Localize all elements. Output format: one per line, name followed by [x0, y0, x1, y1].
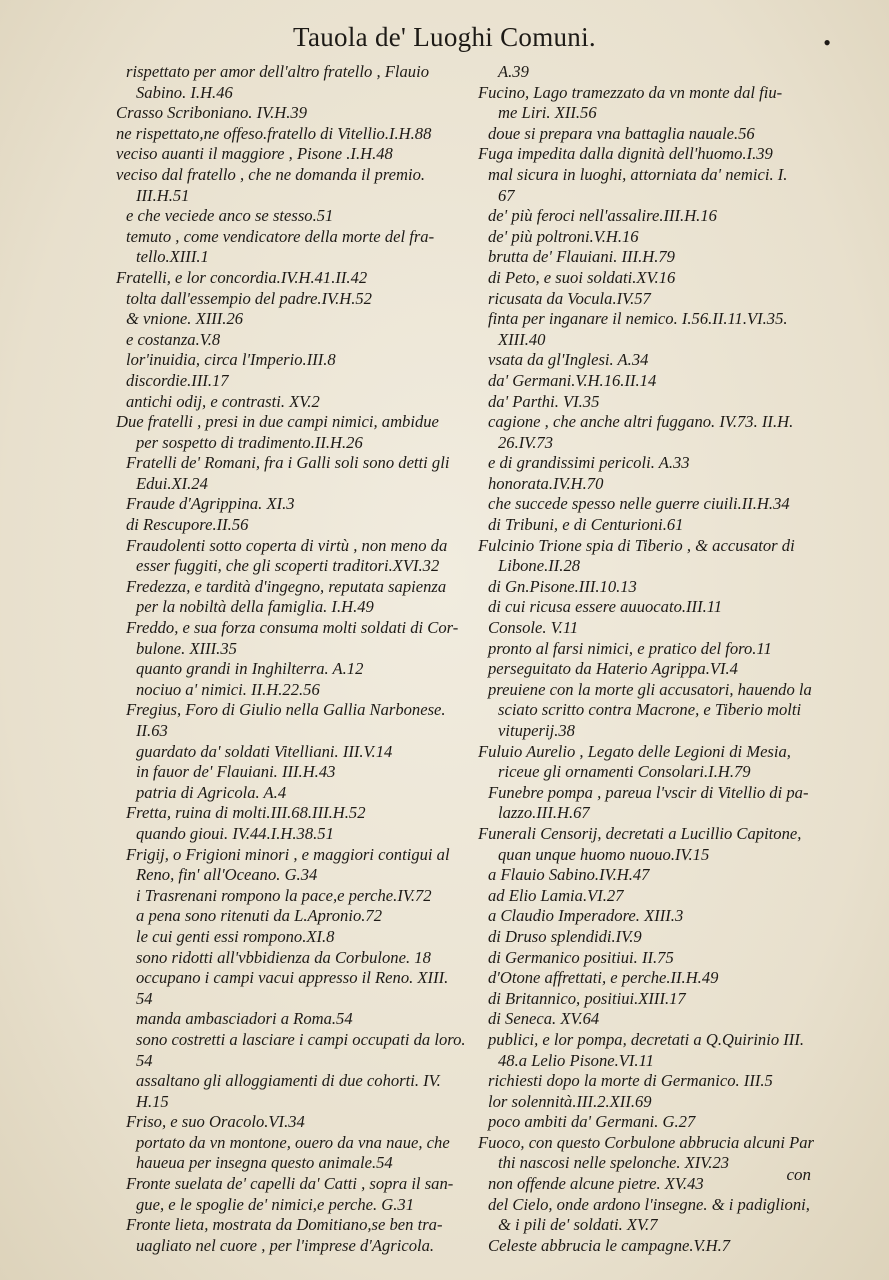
index-entry-line: perseguitato da Haterio Agrippa.VI.4	[488, 659, 738, 679]
index-entry-line: ne rispettato,ne offeso.fratello di Vitellio.I.H.88	[116, 123, 432, 143]
index-entry-line: manda ambasciadori a Roma.54	[136, 1009, 353, 1029]
index-entry-line: da' Parthi. VI.35	[488, 391, 600, 411]
index-entry-line: uagliato nel cuore , per l'imprese d'Agricola.	[136, 1235, 435, 1255]
index-entry-line: 67	[498, 185, 515, 205]
index-entry-line: Fronte lieta, mostrata da Domitiano,se ben tra-	[126, 1215, 443, 1235]
index-entry-line: riceue gli ornamenti Consolari.I.H.79	[498, 762, 751, 782]
index-entry-line: nociuo a' nimici. II.H.22.56	[136, 679, 320, 699]
index-entry-line: finta per inganare il nemico. I.56.II.11.VI.35.	[488, 309, 788, 329]
index-entry-line: Fuluio Aurelio , Legato delle Legioni di Mesia,	[478, 741, 791, 761]
index-entry-line: honorata.IV.H.70	[488, 473, 604, 493]
index-entry-line: a Flauio Sabino.IV.H.47	[488, 865, 650, 885]
index-entry-line: poco ambiti da' Germani. G.27	[488, 1112, 696, 1132]
index-entry-line: guardato da' soldati Vitelliani. III.V.14	[136, 741, 393, 761]
index-entry-line: 26.IV.73	[498, 432, 554, 452]
right-index-column	[478, 62, 840, 1256]
index-entry-line: per sospetto di tradimento.II.H.26	[136, 432, 363, 452]
index-entry-line: & vnione. XIII.26	[126, 309, 244, 329]
index-entry-line: di Peto, e suoi soldati.XV.16	[488, 267, 676, 287]
index-entry-line: sono costretti a lasciare i campi occupati da loro.	[136, 1029, 466, 1049]
index-entry-line: portato da vn montone, ouero da vna naue, che	[136, 1132, 450, 1152]
index-entry-line: i Trasrenani rompono la pace,e perche.IV.72	[136, 885, 432, 905]
index-entry-line: mal sicura in luoghi, attorniata da' nemici. I.	[488, 164, 788, 184]
index-entry-line: XIII.40	[498, 329, 546, 349]
index-entry-line: di Seneca. XV.64	[488, 1009, 600, 1029]
index-entry-line: Console. V.11	[488, 618, 579, 638]
index-entry-line: Freddo, e sua forza consuma molti soldati di Cor-	[126, 618, 459, 638]
index-entry-line: & i pili de' soldati. XV.7	[498, 1215, 658, 1235]
index-entry-line: Fratelli de' Romani, fra i Galli soli sono detti gli	[126, 453, 450, 473]
index-entry-line: gue, e le spoglie de' nimici,e perche. G.31	[136, 1194, 415, 1214]
index-entry-line: discordie.III.17	[126, 370, 229, 390]
index-entry-line: Frigij, o Frigioni minori , e maggiori contigui al	[126, 844, 450, 864]
index-entry-line: non offende alcune pietre. XV.43	[488, 1174, 704, 1194]
index-entry-line: e di grandissimi pericoli. A.33	[488, 453, 690, 473]
index-entry-line: e che veciede anco se stesso.51	[126, 206, 334, 226]
index-entry-line: Fuoco, con questo Corbulone abbrucia alcuni Par	[478, 1132, 814, 1152]
index-entry-line: assaltano gli alloggiamenti di due cohorti. IV.	[136, 1071, 441, 1091]
index-entry-line: Sabino. I.H.46	[136, 82, 233, 102]
index-entry-line: de' più poltroni.V.H.16	[488, 226, 639, 246]
index-entry-line: Crasso Scriboniano. IV.H.39	[116, 103, 307, 123]
index-entry-line: e costanza.V.8	[126, 329, 221, 349]
index-entry-line: lor solennità.III.2.XII.69	[488, 1091, 652, 1111]
index-entry-line: Fraudolenti sotto coperta di virtù , non meno da	[126, 535, 448, 555]
index-entry-line: vsata da gl'Inglesi. A.34	[488, 350, 649, 370]
index-entry-line: di Druso splendidi.IV.9	[488, 926, 642, 946]
index-entry-line: Funerali Censorij, decretati a Lucillio Capitone,	[478, 823, 802, 843]
index-entry-line: Libone.II.28	[498, 556, 581, 576]
index-entry-line: III.H.51	[136, 185, 190, 205]
index-entry-line: di cui ricusa essere auuocato.III.11	[488, 597, 723, 617]
index-entry-line: quando gioui. IV.44.I.H.38.51	[136, 823, 334, 843]
index-entry-line: a Claudio Imperadore. XIII.3	[488, 906, 684, 926]
index-entry-line: 54	[136, 988, 153, 1008]
index-entry-line: richiesti dopo la morte di Germanico. III.5	[488, 1071, 773, 1091]
index-entry-line: haueua per insegna questo animale.54	[136, 1153, 393, 1173]
index-entry-line: Fregius, Foro di Giulio nella Gallia Narbonese.	[126, 700, 446, 720]
index-entry-line: da' Germani.V.H.16.II.14	[488, 370, 657, 390]
index-entry-line: lazzo.III.H.67	[498, 803, 590, 823]
index-entry-line: quan unque huomo nuouo.IV.15	[498, 844, 710, 864]
index-entry-line: cagione , che anche altri fuggano. IV.73. II.H.	[488, 412, 794, 432]
index-entry-line: di Gn.Pisone.III.10.13	[488, 576, 637, 596]
index-entry-line: veciso auanti il maggiore , Pisone .I.H.48	[116, 144, 393, 164]
index-entry-line: veciso dal fratello , che ne domanda il premio.	[116, 164, 426, 184]
index-entry-line: patria di Agricola. A.4	[136, 782, 287, 802]
index-entry-line: publici, e lor pompa, decretati a Q.Quirinio III.	[488, 1029, 805, 1049]
index-entry-line: Fratelli, e lor concordia.IV.H.41.II.42	[116, 267, 368, 287]
index-entry-line: Edui.XI.24	[136, 473, 208, 493]
index-entry-line: di Britannico, positiui.XIII.17	[488, 988, 686, 1008]
index-entry-line: esser fuggiti, che gli scoperti traditori.XVI.32	[136, 556, 440, 576]
page-header-title: Tauola de' Luoghi Comuni.	[293, 22, 596, 52]
left-index-column	[116, 62, 476, 1256]
index-entry-line: che succede spesso nelle guerre ciuili.II.H.34	[488, 494, 790, 514]
index-entry-line: Fronte suelata de' capelli da' Catti , sopra il san-	[126, 1174, 454, 1194]
index-entry-line: Due fratelli , presi in due campi nimici, ambidue	[116, 412, 439, 432]
index-entry-line: vituperij.38	[498, 721, 575, 740]
index-entry-line: a pena sono ritenuti da L.Apronio.72	[136, 906, 382, 926]
index-entry-line: de' più feroci nell'assalire.III.H.16	[488, 206, 717, 226]
index-entry-line: lor'inuidia, circa l'Imperio.III.8	[126, 350, 336, 370]
index-entry-line: Fretta, ruina di molti.III.68.III.H.52	[126, 803, 366, 823]
index-entry-line: di Germanico positiui. II.75	[488, 947, 674, 967]
index-entry-line: pronto al farsi nimici, e pratico del foro.11	[488, 638, 772, 658]
index-entry-line: sono ridotti all'vbbidienza da Corbulone. 18	[136, 947, 431, 967]
index-entry-line: Reno, fin' all'Oceano. G.34	[136, 865, 318, 885]
index-entry-line: di Rescupore.II.56	[126, 515, 249, 535]
index-entry-line: H.15	[136, 1091, 169, 1111]
index-entry-line: occupano i campi vacui appresso il Reno. XIII.	[136, 968, 449, 988]
index-entry-line: preuiene con la morte gli accusatori, hauendo la	[488, 679, 812, 699]
index-entry-line: di Tribuni, e di Centurioni.61	[488, 515, 684, 535]
index-entry-line: sciato scritto contra Macrone, e Tiberio molti	[498, 700, 802, 720]
index-entry-line: bulone. XIII.35	[136, 638, 237, 658]
header-mark: •	[823, 30, 831, 55]
index-entry-line: Funebre pompa , pareua l'vscir di Vitellio di pa-	[488, 782, 809, 802]
index-entry-line: in fauor de' Flauiani. III.H.43	[136, 762, 336, 782]
index-entry-line: me Liri. XII.56	[498, 103, 597, 123]
index-entry-line: Fuga impedita dalla dignità dell'huomo.I.39	[478, 144, 773, 164]
index-entry-line: 48.a Lelio Pisone.VI.11	[498, 1050, 654, 1070]
index-entry-line: quanto grandi in Inghilterra. A.12	[136, 659, 364, 679]
index-entry-line: antichi odij, e contrasti. XV.2	[126, 391, 320, 411]
index-entry-line: A.39	[498, 62, 529, 81]
index-entry-line: tolta dall'essempio del padre.IV.H.52	[126, 288, 372, 308]
index-entry-line: tello.XIII.1	[136, 247, 209, 267]
catchword: con	[786, 1165, 811, 1184]
index-entry-line: le cui genti essi rompono.XI.8	[136, 926, 335, 946]
index-entry-line: brutta de' Flauiani. III.H.79	[488, 247, 675, 267]
index-entry-line: Celeste abbrucia le campagne.V.H.7	[488, 1235, 731, 1255]
index-entry-line: rispettato per amor dell'altro fratello , Flauio	[126, 62, 429, 81]
index-entry-line: del Cielo, onde ardono l'insegne. & i padiglioni,	[488, 1194, 810, 1214]
index-entry-line: ad Elio Lamia.VI.27	[488, 885, 624, 905]
index-entry-line: Fredezza, e tardità d'ingegno, reputata sapienza	[126, 576, 447, 596]
index-entry-line: Friso, e suo Oracolo.VI.34	[126, 1112, 305, 1132]
index-entry-line: d'Otone affrettati, e perche.II.H.49	[488, 968, 719, 988]
index-entry-line: per la nobiltà della famiglia. I.H.49	[136, 597, 374, 617]
index-entry-line: ricusata da Vocula.IV.57	[488, 288, 651, 308]
index-entry-line: II.63	[136, 721, 168, 740]
index-entry-line: thi nascosi nelle spelonche. XIV.23	[498, 1153, 730, 1173]
index-entry-line: Fulcinio Trione spia di Tiberio , & accusator di	[478, 535, 795, 555]
index-entry-line: Fraude d'Agrippina. XI.3	[126, 494, 295, 514]
index-entry-line: 54	[136, 1050, 153, 1070]
index-entry-line: temuto , come vendicatore della morte del fra-	[126, 226, 435, 246]
index-entry-line: Fucino, Lago tramezzato da vn monte dal fiu-	[478, 82, 783, 102]
index-entry-line: doue si prepara vna battaglia nauale.56	[488, 123, 755, 143]
